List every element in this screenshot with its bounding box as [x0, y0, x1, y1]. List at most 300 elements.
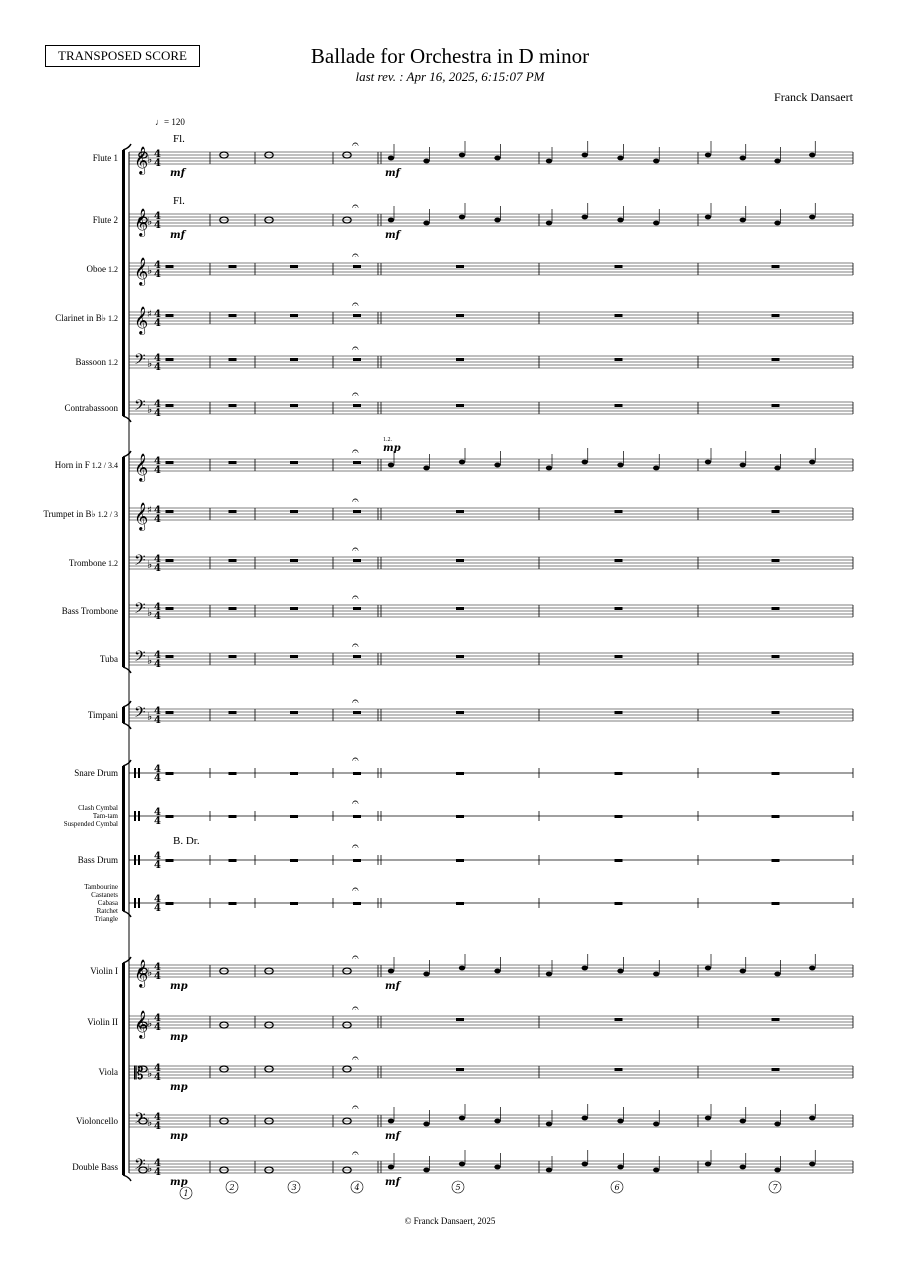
instrument-name: [64, 804, 118, 828]
measure-number: 4: [354, 1183, 360, 1192]
measure-number: 6: [614, 1183, 620, 1192]
dynamic-marking: mf: [170, 230, 185, 241]
note-head: [653, 221, 659, 226]
instrument-name-line: Trumpet in B♭ 1.2 / 3: [43, 508, 118, 519]
note-head: [423, 159, 429, 164]
dynamic-marking: mf: [385, 168, 400, 179]
treble-clef-icon: 𝄞: [134, 502, 149, 530]
instrument-name: [93, 154, 118, 163]
instrument-name: [69, 559, 118, 568]
note-head: [388, 969, 394, 974]
fermata-icon: 𝄐: [352, 882, 359, 896]
whole-rest: [353, 902, 361, 905]
time-signature-bottom: 4: [154, 1072, 161, 1083]
note-head: [494, 969, 500, 974]
note-head: [809, 215, 815, 220]
dynamic-marking: mp: [170, 1032, 188, 1043]
note-head: [582, 215, 588, 220]
instrument-name-line: Clash Cymbal: [78, 804, 118, 812]
instrument-name: [72, 1163, 118, 1172]
whole-rest: [290, 358, 298, 361]
time-signature-bottom: 4: [154, 1121, 161, 1132]
alto-clef-icon: 𝄡: [134, 1064, 144, 1084]
note-head: [494, 1119, 500, 1124]
time-signature-top: 4: [154, 706, 161, 717]
measure-number: 7: [772, 1183, 778, 1192]
percussion-clef-icon: [134, 768, 136, 778]
instrument-number: 1.2 / 3.4: [89, 460, 118, 470]
note-head: [459, 153, 465, 158]
note-head: [774, 1168, 780, 1173]
instrument-name-line: Castanets: [91, 891, 118, 899]
whole-rest: [456, 1018, 464, 1021]
treble-clef-icon: 𝄞: [134, 208, 149, 236]
dynamic-marking: mp: [170, 1082, 188, 1093]
percussion-clef-icon: [134, 855, 136, 865]
whole-rest: [615, 655, 623, 658]
instrument-section-label: Fl.: [173, 195, 185, 207]
fermata-icon: 𝄐: [352, 542, 359, 556]
transposed-score-badge: TRANSPOSED SCORE: [45, 45, 200, 67]
note-head: [809, 1116, 815, 1121]
key-flat-icon: ♭: [147, 264, 153, 277]
instrument-name-line: Tuba: [99, 653, 118, 664]
whole-rest: [772, 607, 780, 610]
fermata-icon: 𝄐: [352, 638, 359, 652]
time-signature-top: 4: [154, 602, 161, 613]
instrument-name-line: Horn in F 1.2 / 3.4: [54, 459, 118, 470]
instrument-number: 1.2 / 3: [95, 509, 118, 519]
tempo-marking: ♩= 120: [155, 117, 185, 127]
fermata-icon: 𝄐: [352, 1001, 359, 1015]
instrument-name-line: Ratchet: [96, 907, 118, 915]
instrument-name-line: Tambourine: [84, 883, 118, 891]
instrument-name: [93, 216, 118, 225]
instrument-name-line: Violin I: [90, 965, 118, 976]
note-head: [617, 463, 623, 468]
whole-rest: [290, 265, 298, 268]
note-head: [459, 215, 465, 220]
instrument-section-label: Fl.: [173, 133, 185, 145]
whole-rest: [229, 265, 237, 268]
fermata-icon: 𝄐: [352, 694, 359, 708]
group-bracket: [122, 766, 125, 911]
copyright-notice: © Franck Dansaert, 2025: [404, 1216, 496, 1226]
fermata-icon: 𝄐: [352, 950, 359, 964]
instrument-name: [76, 1117, 118, 1126]
time-signature-bottom: 4: [154, 773, 161, 784]
note-head: [459, 1162, 465, 1167]
time-signature-top: 4: [154, 399, 161, 410]
instrument-name-line: Flute 1: [92, 152, 118, 163]
instrument-name-line: Bassoon 1.2: [75, 356, 118, 367]
whole-rest: [772, 404, 780, 407]
group-bracket-hook: [123, 451, 131, 457]
whole-rest: [290, 314, 298, 317]
whole-rest: [772, 859, 780, 862]
time-signature-top: 4: [154, 1063, 161, 1074]
group-bracket-hook: [123, 760, 131, 766]
key-flat-icon: ♭: [147, 153, 153, 166]
fermata-icon: 𝄐: [352, 199, 359, 213]
whole-rest: [772, 772, 780, 775]
time-signature-bottom: 4: [154, 514, 161, 525]
fermata-icon: 𝄐: [352, 1146, 359, 1160]
whole-rest: [353, 314, 361, 317]
fermata-icon: 𝄐: [352, 341, 359, 355]
measure-number: 1: [183, 1189, 189, 1198]
whole-rest: [290, 902, 298, 905]
whole-rest: [166, 510, 174, 513]
instrument-name: [88, 711, 118, 720]
note-head: [388, 1119, 394, 1124]
percussion-clef-icon: [138, 811, 140, 821]
note-head: [705, 215, 711, 220]
whole-rest: [456, 1068, 464, 1071]
whole-rest: [615, 510, 623, 513]
whole-rest: [353, 358, 361, 361]
key-flat-icon: ♭: [147, 1017, 153, 1030]
treble-clef-icon: 𝄞: [134, 146, 149, 174]
group-bracket: [122, 150, 125, 416]
whole-rest: [229, 859, 237, 862]
key-flat-icon: ♭: [147, 403, 153, 416]
note-head: [423, 221, 429, 226]
dynamic-marking: mf: [385, 230, 400, 241]
whole-rest: [772, 815, 780, 818]
note-head: [582, 1116, 588, 1121]
key-flat-icon: ♭: [147, 1067, 153, 1080]
whole-rest: [772, 1068, 780, 1071]
whole-rest: [456, 655, 464, 658]
whole-rest: [615, 772, 623, 775]
note-head: [388, 463, 394, 468]
note-head: [388, 156, 394, 161]
instrument-number: 1.2: [106, 264, 118, 274]
fermata-icon: 𝄐: [352, 1100, 359, 1114]
instrument-name: [75, 358, 118, 367]
note-head: [740, 156, 746, 161]
note-head: [809, 966, 815, 971]
time-signature-bottom: 4: [154, 269, 161, 280]
whole-rest: [772, 358, 780, 361]
whole-rest: [615, 1018, 623, 1021]
whole-rest: [456, 404, 464, 407]
whole-rest: [229, 314, 237, 317]
instrument-section-label: 1.2.: [383, 437, 392, 443]
note-head: [582, 966, 588, 971]
instrument-section-label: B. Dr.: [173, 835, 200, 847]
instrument-name-line: Double Bass: [72, 1161, 118, 1172]
instrument-name: [55, 461, 118, 470]
time-signature-top: 4: [154, 764, 161, 775]
fermata-icon: 𝄐: [352, 795, 359, 809]
bass-clef-icon: 𝄢: [134, 1110, 146, 1131]
dynamic-marking: mf: [385, 981, 400, 992]
treble-clef-icon: 𝄞: [134, 306, 149, 334]
key-flat-icon: ♭: [147, 606, 153, 619]
time-signature-top: 4: [154, 1112, 161, 1123]
instrument-name-line: Clarinet in B♭ 1.2: [55, 312, 118, 323]
instrument-name-line: Violin II: [87, 1016, 118, 1027]
dynamic-marking: mp: [170, 981, 188, 992]
whole-rest: [229, 772, 237, 775]
whole-rest: [615, 902, 623, 905]
whole-rest: [166, 559, 174, 562]
whole-rest: [772, 902, 780, 905]
note-head: [809, 153, 815, 158]
note-head: [705, 153, 711, 158]
time-signature-bottom: 4: [154, 465, 161, 476]
fermata-icon: 𝄐: [352, 752, 359, 766]
time-signature-bottom: 4: [154, 715, 161, 726]
instrument-name-line: Timpani: [87, 709, 118, 720]
whole-rest: [229, 902, 237, 905]
note-head: [617, 969, 623, 974]
instrument-name-line: Flute 2: [92, 214, 118, 225]
key-sharp-icon: ♯: [147, 505, 152, 516]
whole-rest: [353, 607, 361, 610]
time-signature-top: 4: [154, 894, 161, 905]
note-head: [582, 153, 588, 158]
percussion-clef-icon: [138, 855, 140, 865]
instrument-name: [74, 769, 118, 778]
dynamic-marking: mp: [170, 1131, 188, 1142]
whole-rest: [615, 607, 623, 610]
key-flat-icon: ♭: [147, 215, 153, 228]
fermata-icon: 𝄐: [352, 493, 359, 507]
group-bracket: [122, 457, 125, 667]
instrument-name: [43, 510, 118, 519]
whole-rest: [456, 265, 464, 268]
group-bracket-hook: [123, 416, 131, 422]
group-bracket-hook: [123, 144, 131, 150]
note-head: [494, 1165, 500, 1170]
time-signature-top: 4: [154, 851, 161, 862]
bass-clef-icon: 𝄢: [134, 552, 146, 573]
note-head: [494, 218, 500, 223]
note-head: [740, 1119, 746, 1124]
note-head: [546, 1122, 552, 1127]
whole-rest: [353, 655, 361, 658]
note-head: [617, 1119, 623, 1124]
group-bracket-hook: [123, 667, 131, 673]
bass-clef-icon: 𝄢: [134, 704, 146, 725]
group-bracket: [122, 707, 125, 723]
key-flat-icon: ♭: [147, 1116, 153, 1129]
whole-rest: [353, 772, 361, 775]
whole-rest: [615, 859, 623, 862]
whole-rest: [615, 711, 623, 714]
key-flat-icon: ♭: [147, 558, 153, 571]
note-head: [459, 966, 465, 971]
measure-number: 3: [291, 1183, 297, 1192]
note-head: [617, 1165, 623, 1170]
whole-rest: [353, 404, 361, 407]
fermata-icon: 𝄐: [352, 387, 359, 401]
key-flat-icon: ♭: [147, 357, 153, 370]
whole-rest: [229, 559, 237, 562]
time-signature-top: 4: [154, 309, 161, 320]
note-head: [705, 966, 711, 971]
percussion-clef-icon: [134, 811, 136, 821]
note-head: [423, 972, 429, 977]
treble-clef-icon: 𝄞: [134, 257, 149, 285]
instrument-name-line: Suspended Cymbal: [63, 820, 118, 828]
key-flat-icon: ♭: [147, 1162, 153, 1175]
group-bracket-hook: [123, 701, 131, 707]
whole-rest: [456, 510, 464, 513]
score-subtitle: last rev. : Apr 16, 2025, 6:15:07 PM: [355, 69, 545, 84]
dynamic-marking: mf: [385, 1131, 400, 1142]
instrument-name: [100, 655, 118, 664]
bass-clef-icon: 𝄢: [134, 1156, 146, 1177]
time-signature-bottom: 4: [154, 408, 161, 419]
whole-rest: [353, 859, 361, 862]
note-head: [653, 1122, 659, 1127]
instrument-name: [84, 883, 118, 923]
whole-rest: [229, 655, 237, 658]
instrument-name: [78, 856, 118, 865]
time-signature-bottom: 4: [154, 659, 161, 670]
whole-rest: [229, 815, 237, 818]
whole-rest: [353, 510, 361, 513]
whole-rest: [229, 510, 237, 513]
time-signature-top: 4: [154, 505, 161, 516]
time-signature-bottom: 4: [154, 611, 161, 622]
time-signature-top: 4: [154, 807, 161, 818]
instrument-name: [65, 404, 119, 413]
time-signature-top: 4: [154, 554, 161, 565]
whole-rest: [772, 655, 780, 658]
instrument-number: 1.2: [106, 313, 118, 323]
instrument-name: [99, 1068, 118, 1077]
whole-rest: [290, 559, 298, 562]
whole-rest: [772, 559, 780, 562]
score-title: Ballade for Orchestra in D minor: [310, 44, 590, 68]
time-signature-top: 4: [154, 211, 161, 222]
whole-rest: [615, 314, 623, 317]
whole-rest: [166, 461, 174, 464]
whole-rest: [229, 404, 237, 407]
note-head: [809, 460, 815, 465]
note-head: [546, 1168, 552, 1173]
note-head: [494, 156, 500, 161]
whole-rest: [229, 461, 237, 464]
dynamic-marking: mp: [383, 443, 401, 454]
note-head: [774, 1122, 780, 1127]
note-head: [423, 466, 429, 471]
fermata-icon: 𝄐: [352, 590, 359, 604]
instrument-name: [87, 265, 119, 274]
note-head: [617, 156, 623, 161]
time-signature-bottom: 4: [154, 1022, 161, 1033]
instrument-name-line: Cabasa: [97, 899, 118, 907]
note-head: [774, 972, 780, 977]
percussion-clef-icon: [134, 898, 136, 908]
time-signature-bottom: 4: [154, 362, 161, 373]
bass-clef-icon: 𝄢: [134, 600, 146, 621]
instrument-name-line: Viola: [98, 1066, 118, 1077]
whole-rest: [166, 772, 174, 775]
whole-rest: [290, 859, 298, 862]
note-head: [388, 1165, 394, 1170]
note-head: [653, 972, 659, 977]
whole-rest: [353, 265, 361, 268]
whole-rest: [290, 461, 298, 464]
time-signature-bottom: 4: [154, 318, 161, 329]
time-signature-bottom: 4: [154, 971, 161, 982]
whole-rest: [290, 711, 298, 714]
whole-rest: [353, 461, 361, 464]
whole-rest: [166, 655, 174, 658]
time-signature-bottom: 4: [154, 158, 161, 169]
fermata-icon: 𝄐: [352, 839, 359, 853]
measure-number: 5: [455, 1183, 461, 1192]
whole-rest: [456, 859, 464, 862]
whole-rest: [615, 559, 623, 562]
percussion-clef-icon: [138, 768, 140, 778]
whole-rest: [615, 815, 623, 818]
key-sharp-icon: ♯: [147, 309, 152, 320]
whole-rest: [166, 358, 174, 361]
whole-rest: [353, 711, 361, 714]
instrument-name-line: Bass Drum: [77, 854, 118, 865]
note-head: [546, 466, 552, 471]
whole-rest: [166, 815, 174, 818]
note-head: [423, 1122, 429, 1127]
whole-rest: [290, 655, 298, 658]
whole-rest: [456, 358, 464, 361]
dynamic-marking: mf: [385, 1177, 400, 1188]
note-head: [582, 1162, 588, 1167]
whole-rest: [290, 404, 298, 407]
note-head: [740, 463, 746, 468]
whole-rest: [615, 358, 623, 361]
note-head: [546, 159, 552, 164]
note-head: [705, 1162, 711, 1167]
whole-rest: [456, 711, 464, 714]
note-head: [653, 466, 659, 471]
whole-rest: [353, 815, 361, 818]
group-bracket-hook: [123, 957, 131, 963]
time-signature-top: 4: [154, 1013, 161, 1024]
note-head: [582, 460, 588, 465]
note-head: [423, 1168, 429, 1173]
whole-rest: [615, 265, 623, 268]
instrument-name-line: Snare Drum: [74, 767, 118, 778]
treble-clef-icon: 𝄞: [134, 453, 149, 481]
key-flat-icon: ♭: [147, 966, 153, 979]
time-signature-top: 4: [154, 149, 161, 160]
whole-rest: [229, 711, 237, 714]
whole-rest: [166, 902, 174, 905]
whole-rest: [456, 902, 464, 905]
time-signature-bottom: 4: [154, 816, 161, 827]
whole-rest: [772, 314, 780, 317]
instrument-name-line: Trombone 1.2: [68, 557, 118, 568]
time-signature-top: 4: [154, 353, 161, 364]
whole-rest: [166, 404, 174, 407]
whole-rest: [166, 711, 174, 714]
instrument-name: [90, 967, 118, 976]
composer-name: Franck Dansaert: [774, 90, 853, 104]
note-head: [740, 1165, 746, 1170]
whole-rest: [456, 815, 464, 818]
whole-rest: [456, 607, 464, 610]
key-flat-icon: ♭: [147, 654, 153, 667]
key-flat-icon: ♭: [147, 710, 153, 723]
